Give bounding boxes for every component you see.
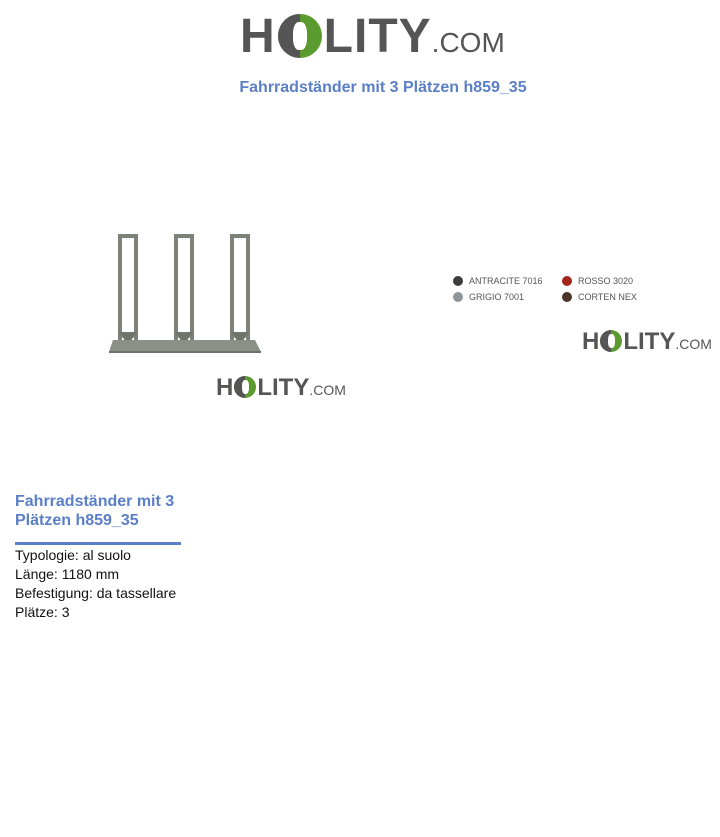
logo-wordmark: LITY [257, 374, 310, 401]
colors-image-logo [582, 327, 712, 356]
product-image-logo [216, 373, 346, 402]
spec-length: Länge: 1180 mm [15, 566, 120, 582]
logo-letter-h: H [582, 328, 600, 355]
product-heading: Fahrradständer mit 3 Plätzen h859_35 [15, 493, 175, 529]
logo-letter-h: H [216, 374, 234, 401]
rack-loop-2 [176, 236, 192, 346]
color-label: CORTEN NEX [578, 292, 637, 302]
rack-loop-3 [232, 236, 248, 346]
logo-o-icon [600, 330, 622, 352]
rack-loop-1 [120, 236, 136, 346]
color-dot-icon [562, 276, 572, 286]
spec-places: Plätze: 3 [15, 604, 70, 620]
color-label: GRIGIO 7001 [469, 292, 525, 302]
logo-tld: .COM [431, 27, 505, 58]
product-image [105, 228, 265, 358]
logo-tld: .COM [309, 382, 346, 398]
logo-letter-h: H [240, 10, 276, 63]
logo-wordmark: LITY [323, 10, 432, 63]
color-option-corten [562, 292, 637, 302]
logo-o-icon [234, 376, 256, 398]
rack-base [109, 340, 261, 352]
logo-wordmark: LITY [623, 328, 676, 355]
color-dot-icon [453, 292, 463, 302]
logo-o-icon [278, 14, 322, 58]
logo-tld: .COM [675, 336, 712, 352]
color-dot-icon [453, 276, 463, 286]
color-option-antracite [453, 276, 543, 286]
color-option-rosso [562, 276, 633, 286]
spec-fixing: Befestigung: da tassellare [15, 585, 177, 601]
page-title: Fahrradständer mit 3 Plätzen h859_35 [239, 79, 527, 96]
heading-divider [15, 542, 181, 545]
color-dot-icon [562, 292, 572, 302]
product-specs [15, 546, 176, 622]
color-option-grigio [453, 292, 524, 302]
spec-typology: Typologie: al suolo [15, 547, 131, 563]
brand-logo[interactable] [240, 8, 505, 64]
color-label: ROSSO 3020 [578, 276, 634, 286]
color-label: ANTRACITE 7016 [469, 276, 543, 286]
